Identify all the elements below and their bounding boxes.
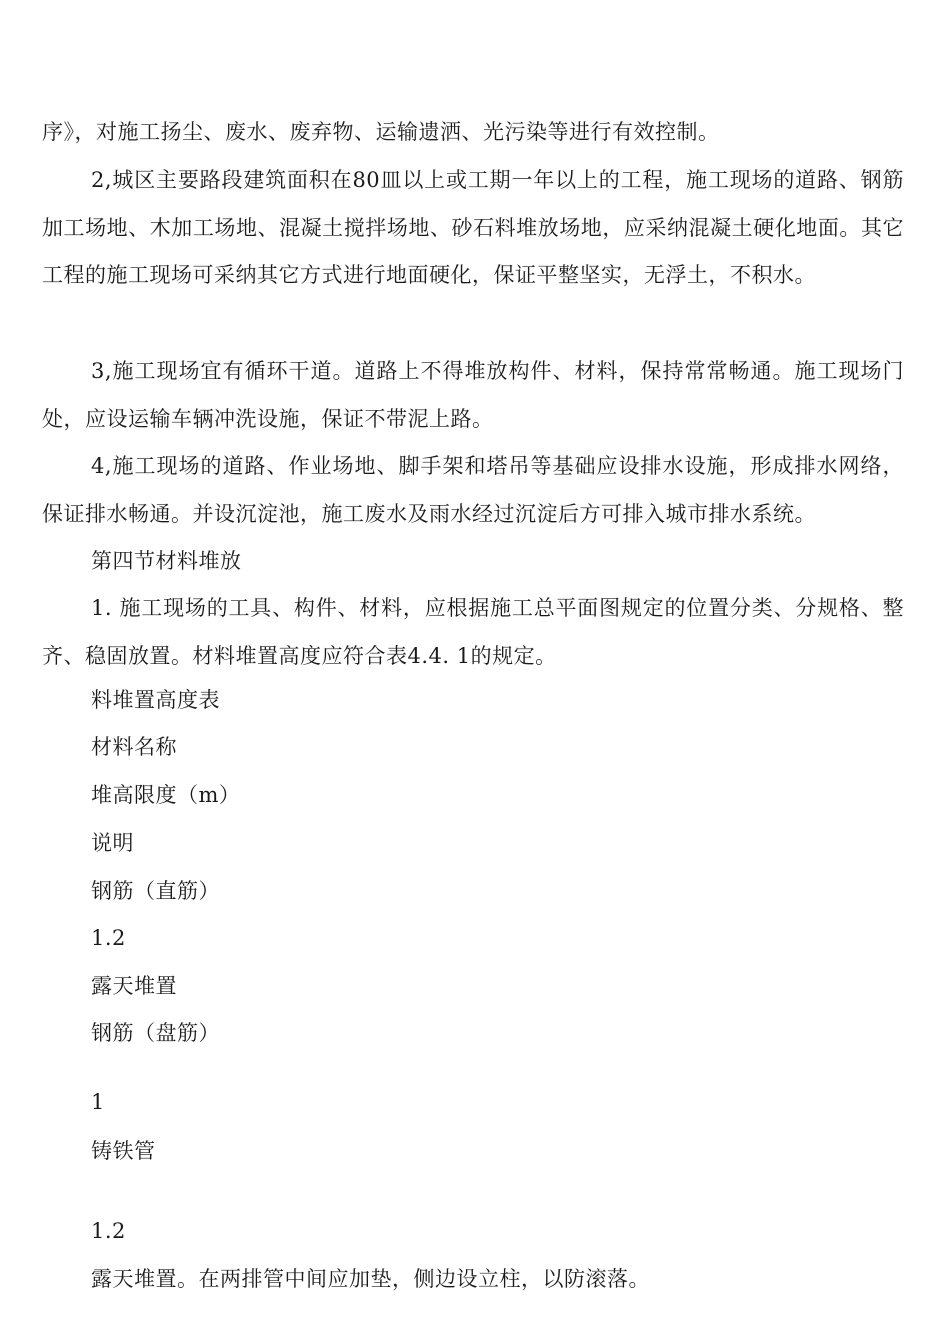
- table-header-height: 堆高限度（m）: [91, 783, 241, 807]
- table-cell-note: 露天堆置。在两排管中间应加垫，侧边设立柱，以防滚落。: [91, 1267, 650, 1291]
- section-heading: 第四节材料堆放: [91, 549, 242, 573]
- paragraph-1: 序》，对施工扬尘、废水、废弃物、运输遗洒、光污染等进行有效控制。: [42, 120, 720, 144]
- table-header-material: 材料名称: [91, 735, 177, 759]
- table-cell-material: 铸铁管: [91, 1139, 156, 1163]
- table-cell-height: 1.2: [91, 926, 126, 950]
- paragraph-2: 2,城区主要路段建筑面积在80皿以上或工期一年以上的工程，施工现场的道路、钢筋加工场地、木加工场地、混凝土搅拌场地、砂石料堆放场地，应采纳混凝土硬化地面。其它工程的施工现场可采纳其它方式进行地面硬化，保证平整坚实，无浮土，不积水。: [42, 168, 904, 287]
- table-cell-height: 1: [91, 1090, 105, 1114]
- table-cell-material: 钢筋（直筋）: [91, 879, 220, 903]
- table-title: 料堆置高度表: [91, 688, 220, 712]
- table-cell-material: 钢筋（盘筋）: [91, 1021, 220, 1045]
- table-cell-note: 露天堆置: [91, 974, 177, 998]
- table-header-note: 说明: [91, 831, 134, 855]
- table-cell-height: 1.2: [91, 1219, 126, 1243]
- paragraph-5: 1. 施工现场的工具、构件、材料，应根据施工总平面图规定的位置分类、分规格、整齐、稳固放置。材料堆置高度应符合表4.4. 1的规定。: [42, 596, 904, 668]
- paragraph-4: 4,施工现场的道路、作业场地、脚手架和塔吊等基础应设排水设施，形成排水网络，保证排水畅通。并设沉淀池，施工废水及雨水经过沉淀后方可排入城市排水系统。: [42, 454, 904, 526]
- paragraph-3: 3,施工现场宜有循环干道。道路上不得堆放构件、材料，保持常常畅通。施工现场门处，应设运输车辆冲洗设施，保证不带泥上路。: [42, 359, 904, 431]
